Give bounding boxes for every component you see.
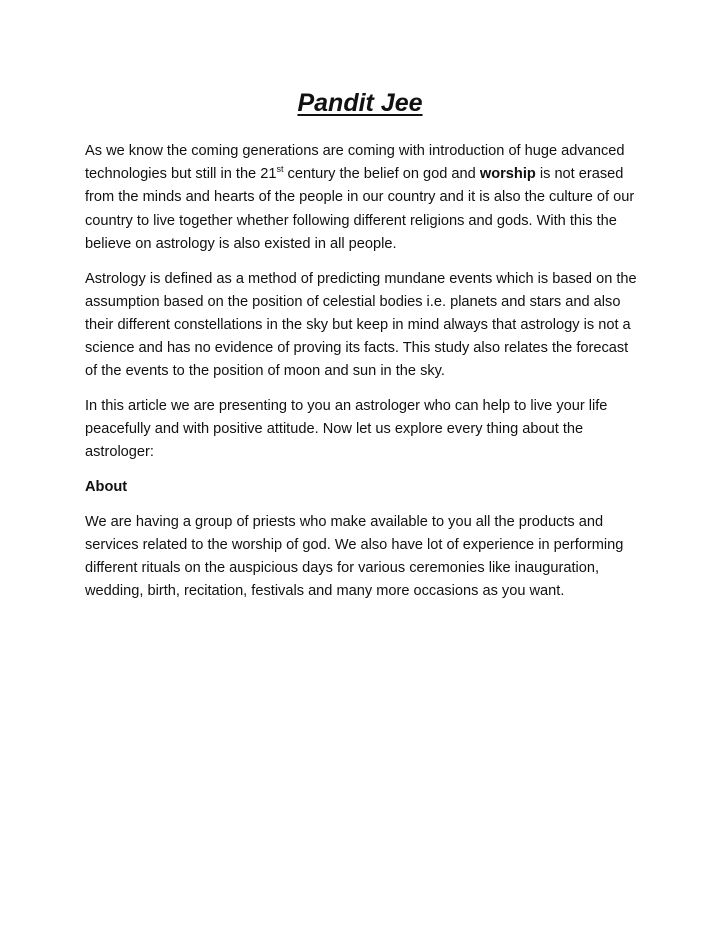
- paragraph-intro-text-1: As we know the coming generations are coming with introduction of huge advanced technologies but still in the 21: [85, 143, 625, 183]
- paragraph-about: We are having a group of priests who make available to you all the products and services related to the worship of god. We also have lot of experience in performing different rituals on the auspicious days for various ceremonies like inauguration, wedding, birth, recitation, festivals and many more occasions as you want.: [85, 513, 624, 600]
- paragraph-intro: [85, 140, 640, 256]
- ordinal-superscript: st: [276, 164, 284, 175]
- page-title: Pandit Jee: [297, 89, 423, 117]
- document-body: [85, 140, 640, 615]
- paragraph-intro-text-2: century the belief on god and: [283, 166, 480, 183]
- paragraph-article: In this article we are presenting to you an astrologer who can help to live your life peacefully and with positive attitude. Now let us explore every thing about the astrologer:: [85, 398, 608, 461]
- bold-keyword: worship: [479, 166, 536, 183]
- paragraph-intro-text-3: is not erased from the minds and hearts of the people in our country and it is also the culture of our country to live together whether following different religions and gods. With this the believe on astrology is also existed in all people.: [85, 166, 635, 252]
- section-heading-about: About: [85, 479, 128, 496]
- paragraph-astrology: Astrology is defined as a method of predicting mundane events which is based on the assumption based on the position of celestial bodies i.e. planets and stars and also their different constellations in the sky but keep in mind always that astrology is not a science and has no evidence of proving its facts. This study also relates the forecast of the events to the position of moon and sun in the sky.: [85, 270, 637, 380]
